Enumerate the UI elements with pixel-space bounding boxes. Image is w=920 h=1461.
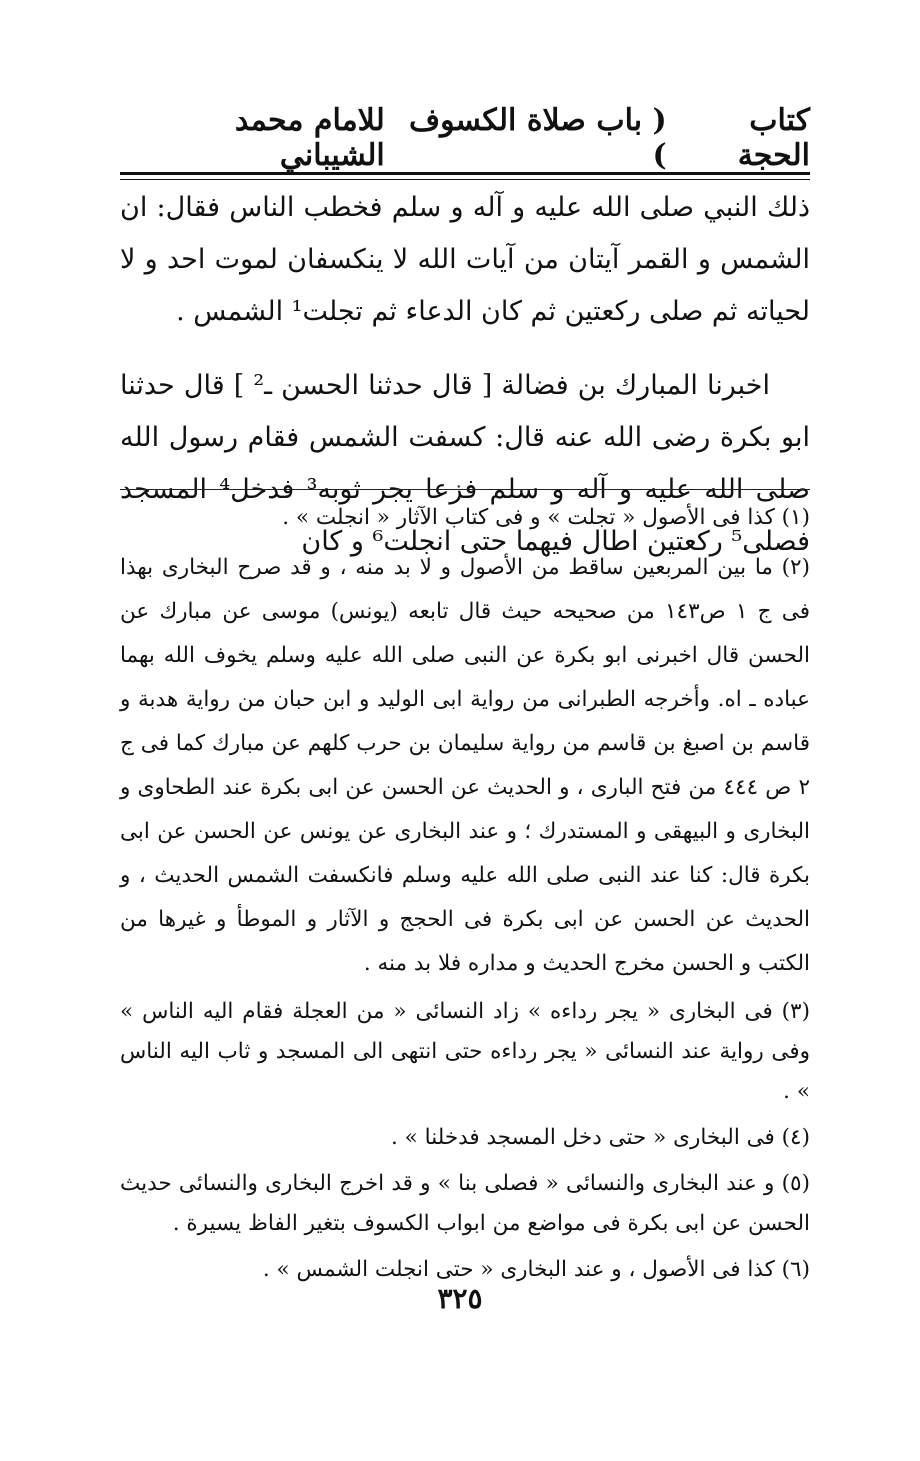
header-double-rule [120,172,810,180]
footnote: (١) كذا فى الأصول « تجلت » و فى كتاب الآثار « انجلت » . [282,505,810,530]
running-header [120,103,810,173]
page-number: ٣٢٥ [437,1282,483,1315]
body-paragraph: ذلك النبي صلى الله عليه و آله و سلم فخطب الناس فقال: ان الشمس و القمر آيتان من آيات الله لا ينكسفان لموت احد و لا لحياته ثم صلى ركعتين ثم كان الدعاء ثم تجلت¹ الشمس . [120,192,810,327]
footnote: (٥) و عند البخارى والنسائى « فصلى بنا » و قد اخرج البخارى والنسائى حديث الحسن عن ابى بكرة فى مواضع من ابواب الكسوف بتغير الفاظ يسيرة . [120,1171,810,1236]
footnotes [120,496,810,1296]
body-paragraph: اخبرنا المبارك بن فضالة [ قال حدثنا الحسن ـ² ] قال حدثنا ابو بكرة رضى الله عنه قال: كسفت الشمس فقام رسول الله صلى الله عليه و آله و سلم فزعا يجر ثوبه³ فدخل⁴ المسجد فصلى⁵ ركعتين اطال فيهما حتى انجلت⁶ و كان [120,370,810,557]
footnote-divider [120,489,810,490]
header-book-title: كتاب الحجة [737,103,810,173]
footnote: (٦) كذا فى الأصول ، و عند البخارى « حتى انجلت الشمس » . [262,1257,810,1282]
footnote: (٣) فى البخارى « يجر رداءه » زاد النسائى « من العجلة فقام اليه الناس » وفى رواية عند النسائى « يجر رداءه حتى انتهى الى المسجد و ثاب اليه الناس » . [120,999,810,1104]
footnote: (٢) ما بين المربعين ساقط من الأصول و لا بد منه ، و قد صرح البخارى بهذا فى ج ١ ص١٤٣ من صحيحه حيث قال تابعه (يونس) موسى عن مبارك عن الحسن قال اخبرنى ابو بكرة عن النبى صلى الله عليه وسلم يخوف الله بهما عباده ـ اه. وأخرجه الطبرانى من رواية ابى الوليد و ابن حبان من رواية هدبة و قاسم بن اصبغ بن قاسم من رواية سليمان بن حرب كلهم عن مبارك كما فى ج ٢ ص ٤٤٤ من فتح البارى ، و الحديث عن الحسن عن ابى بكرة عند الطحاوى و البخارى و البيهقى و المستدرك ؛ و عند البخارى عن يونس عن الحسن عن ابى بكرة قال: كنا عند النبى صلى الله عليه وسلم فانكسفت الشمس الحديث ، و الحديث عن الحسن عن ابى بكرة فى الحجج و الآثار و الموطأ و غيرها من الكتب و الحسن مخرج الحديث و مداره فلا بد منه . [120,555,810,976]
header-chapter-title: ( باب صلاة الكسوف ) [408,103,667,173]
footnote: (٤) فى البخارى « حتى دخل المسجد فدخلنا » . [391,1125,810,1150]
header-author: للامام محمد الشيباني [234,103,385,173]
